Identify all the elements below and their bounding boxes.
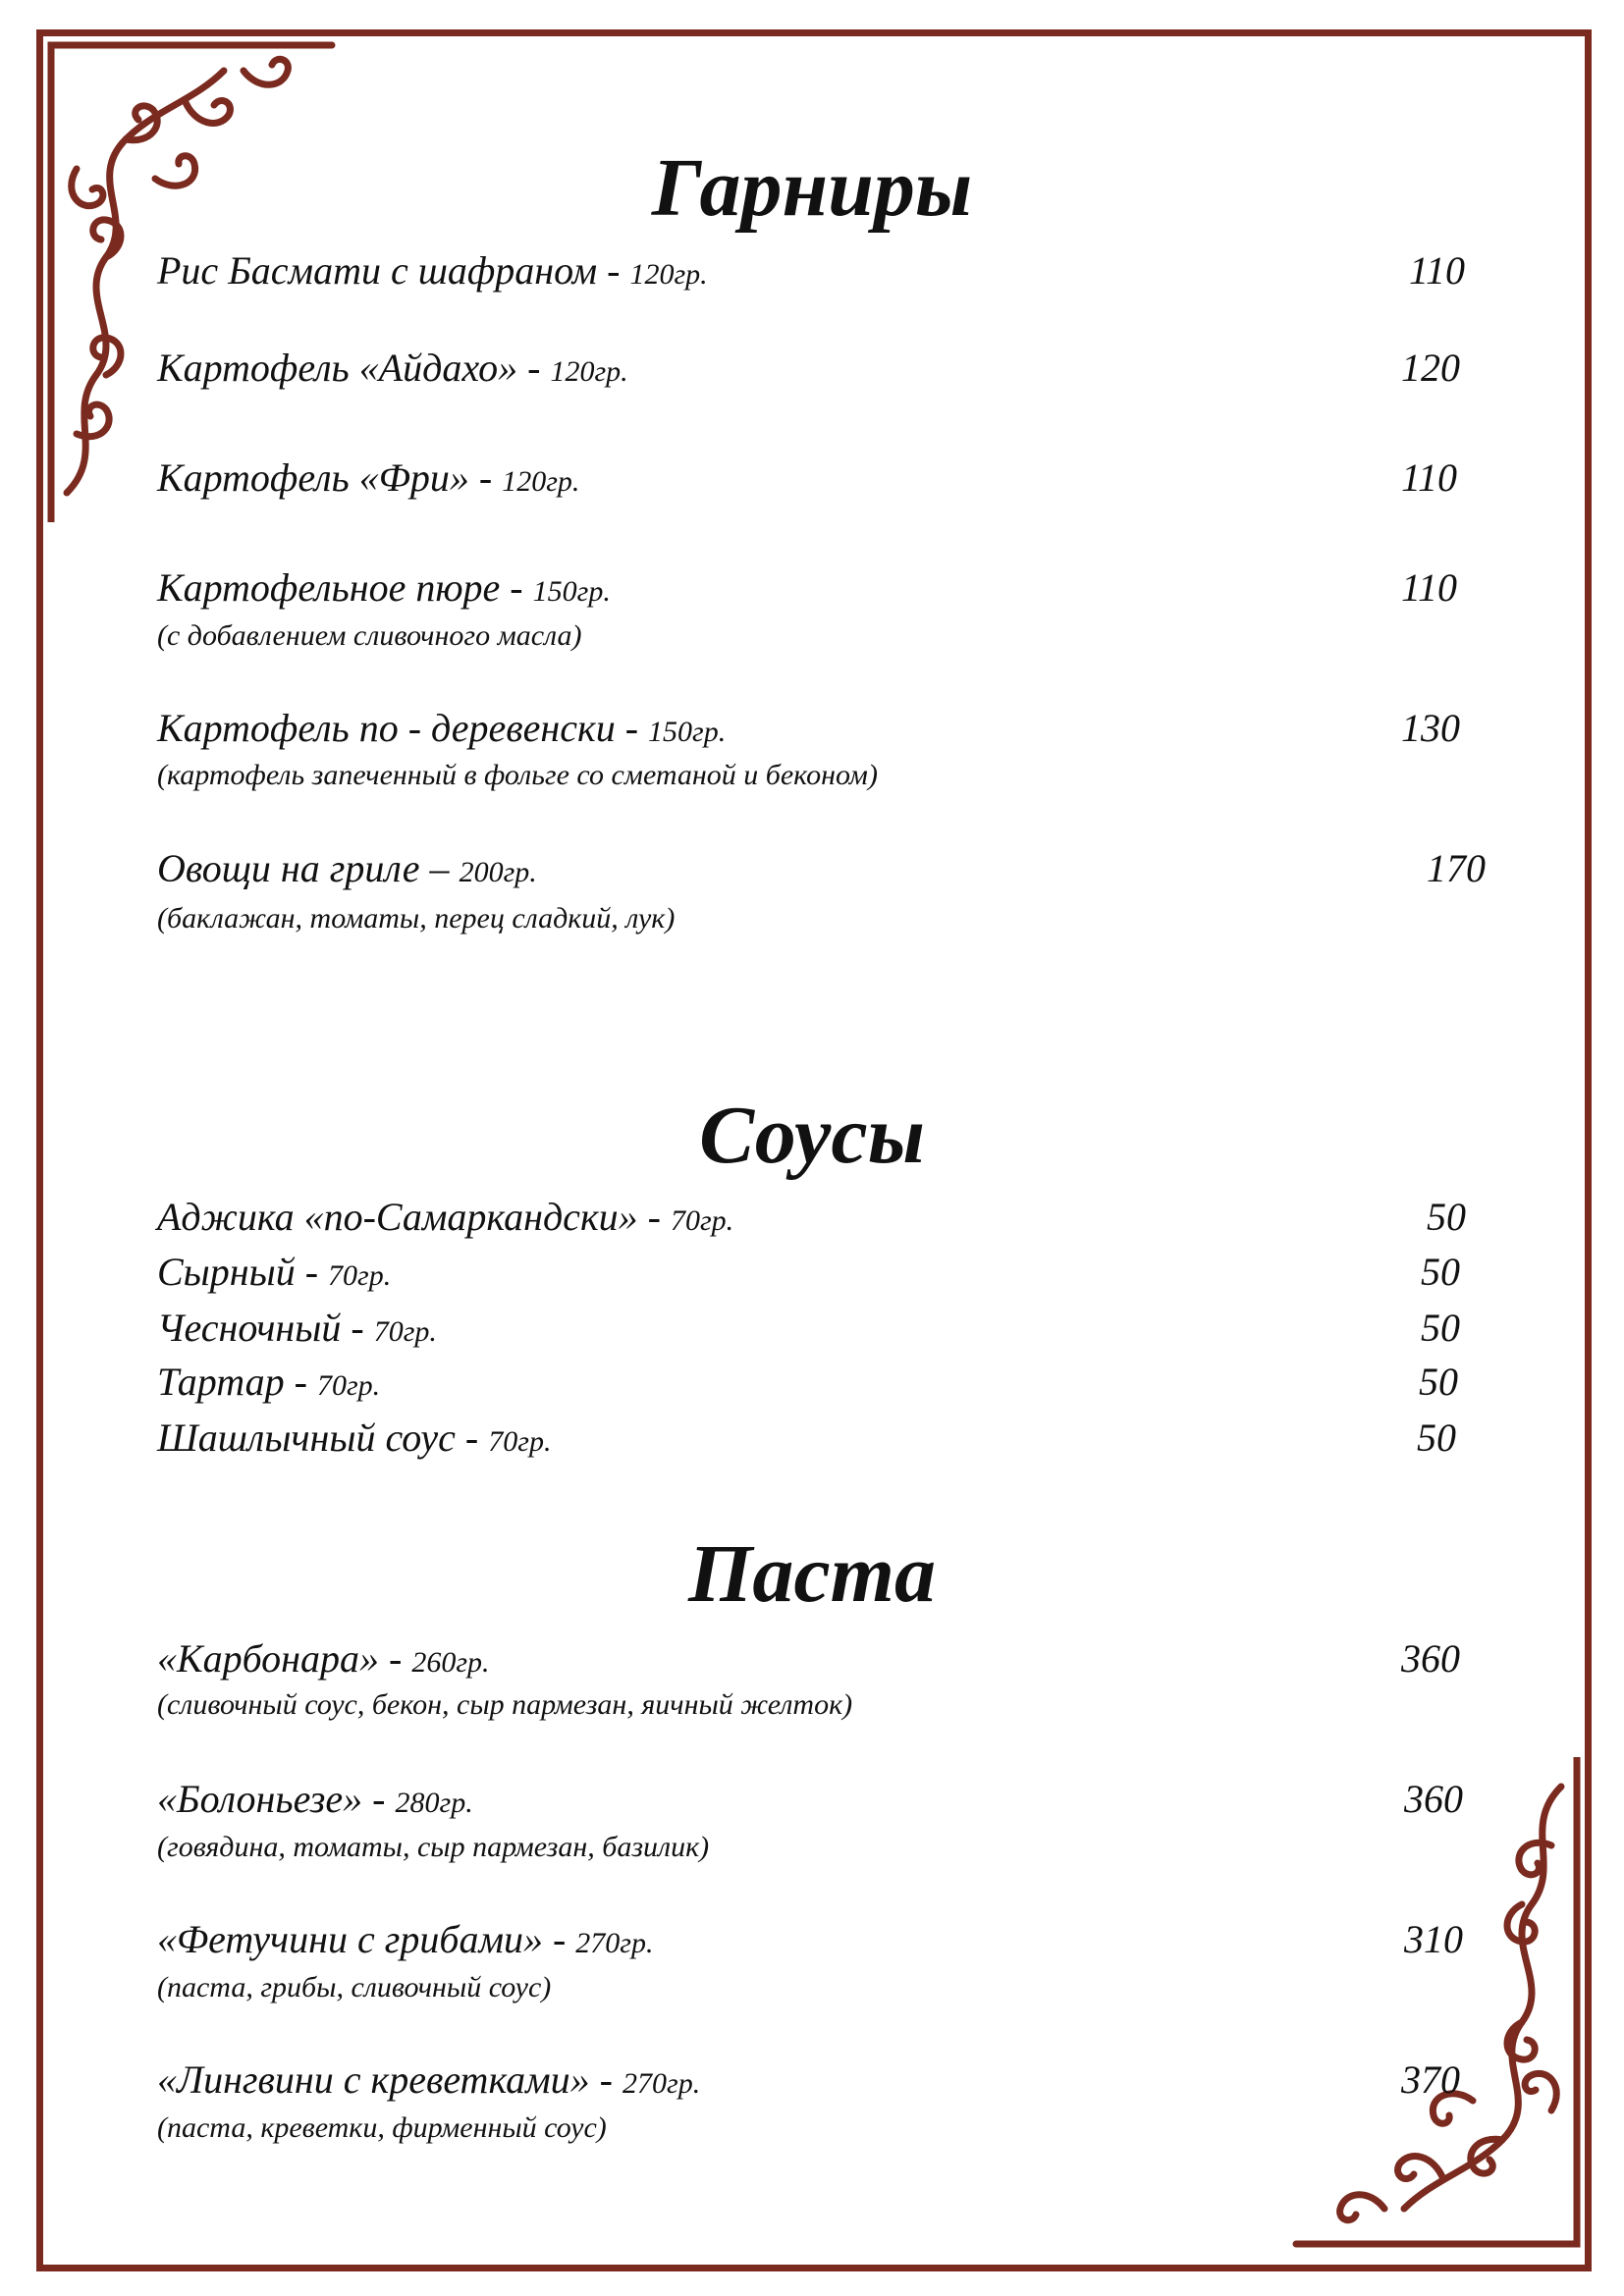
menu-item [157,1636,490,1681]
item-description: (паста, грибы, сливочный соус) [157,1971,552,2003]
section-title-garnishes: Гарниры [651,142,973,234]
section-title-sauces: Соусы [699,1090,925,1181]
menu-item [157,455,580,500]
menu-item [157,1362,380,1402]
item-name: Тартар - [157,1360,317,1404]
item-weight: 270гр. [623,2067,701,2100]
menu-item [157,248,708,293]
item-name: Картофель «Айдахо» - [157,346,551,390]
item-weight: 70гр. [373,1315,437,1348]
item-price: 110 [1401,565,1458,610]
item-description: (сливочный соус, бекон, сыр пармезан, яичный желток) [157,1688,853,1721]
item-name: «Фетучини с грибами» - [157,1917,576,1961]
menu-item [157,1195,734,1239]
menu-item [157,1308,437,1348]
item-weight: 120гр. [629,258,708,291]
item-description: (картофель запеченный в фольге со сметаной и беконом) [157,759,878,791]
item-name: «Болоньезе» - [157,1777,396,1821]
item-price: 110 [1409,248,1466,293]
item-name: «Карбонара» - [157,1636,412,1681]
menu-item [157,1415,552,1460]
item-weight: 150гр. [648,716,727,748]
section-title-pasta: Паста [688,1528,936,1620]
item-price: 310 [1404,1917,1463,1961]
item-weight: 270гр. [575,1927,654,1959]
menu-item [157,565,611,610]
item-description: (с добавлением сливочного масла) [157,619,582,652]
item-weight: 280гр. [395,1787,473,1819]
item-weight: 70гр. [488,1425,552,1458]
item-weight: 70гр. [670,1204,734,1237]
item-price: 110 [1401,455,1458,500]
item-name: Сырный - [157,1250,329,1294]
menu-item [157,2057,701,2102]
item-name: Картофель «Фри» - [157,455,503,500]
item-weight: 70гр. [316,1369,381,1402]
item-price: 360 [1404,1777,1463,1821]
item-weight: 150гр. [532,575,611,608]
item-name: Картофель по - деревенски - [157,706,649,750]
item-price: 50 [1421,1250,1460,1294]
menu-item [157,1917,654,1961]
item-name: Шашлычный соус - [157,1415,489,1460]
item-weight: 70гр. [328,1259,392,1292]
item-price: 170 [1427,846,1486,890]
menu-item [157,1250,392,1294]
item-description: (паста, креветки, фирменный соус) [157,2111,607,2144]
item-price: 360 [1401,1636,1460,1681]
item-price: 50 [1417,1415,1456,1460]
item-price: 50 [1421,1306,1460,1350]
item-description: (говядина, томаты, сыр пармезан, базилик) [157,1831,710,1863]
item-price: 370 [1401,2057,1460,2102]
item-name: Чесночный - [157,1306,374,1350]
item-weight: 260гр. [411,1646,490,1679]
item-weight: 120гр. [502,465,580,498]
item-description: (баклажан, томаты, перец сладкий, лук) [157,902,676,934]
item-price: 50 [1419,1360,1458,1404]
item-name: Овощи на гриле – [157,846,460,890]
item-price: 50 [1427,1195,1466,1239]
menu-item [157,846,537,890]
item-name: Картофельное пюре - [157,565,533,610]
item-weight: 200гр. [459,856,537,888]
menu-item [157,706,727,750]
menu-item [157,348,628,388]
item-price: 120 [1401,346,1460,390]
ornament-bottom-right-icon [1286,1757,1581,2248]
item-name: «Лингвини с креветками» - [157,2057,623,2102]
menu-item [157,1777,473,1821]
item-name: Аджика «по-Самаркандски» - [157,1195,671,1239]
item-price: 130 [1401,706,1460,750]
item-weight: 120гр. [550,355,628,388]
item-name: Рис Басмати с шафраном - [157,248,630,293]
